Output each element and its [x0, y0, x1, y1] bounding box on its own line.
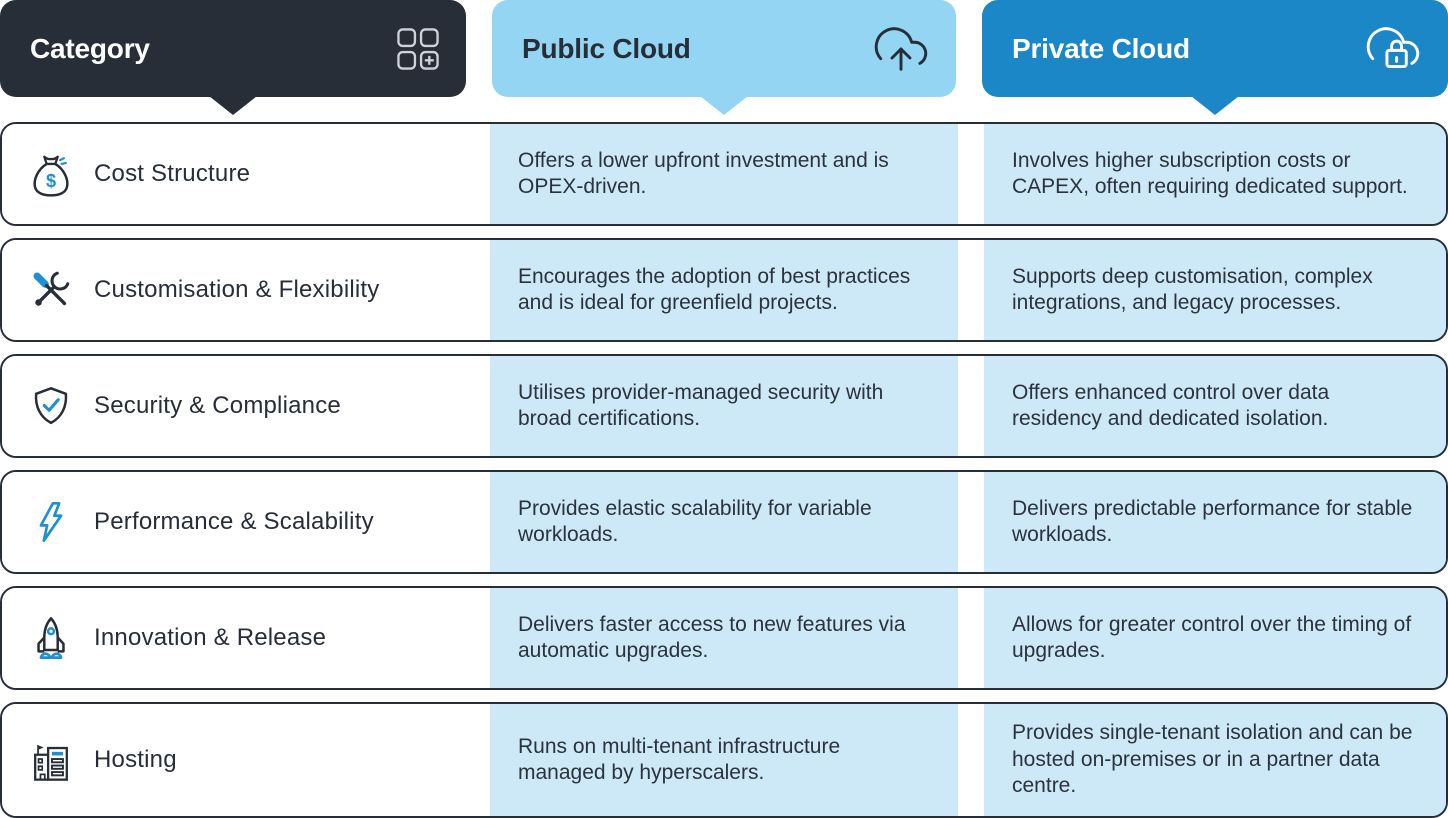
private-cloud-cell: [984, 240, 1446, 340]
column-gap: [958, 356, 984, 456]
column-header-private-cloud: [982, 0, 1448, 97]
public-cloud-cell: [490, 240, 958, 340]
table-row: [0, 586, 1448, 690]
public-cloud-text: Delivers faster access to new features via automatic upgrades.: [518, 612, 906, 662]
category-cell: [2, 472, 490, 572]
public-cloud-text: Offers a lower upfront investment and is OPEX-driven.: [518, 148, 889, 198]
category-cell: [2, 704, 490, 816]
column-gap: [958, 124, 984, 224]
table-body: [0, 122, 1448, 818]
private-cloud-text: Supports deep customisation, complex integrations, and legacy processes.: [1012, 264, 1373, 314]
private-cloud-cell: [984, 356, 1446, 456]
public-cloud-cell: [490, 588, 958, 688]
cloud-upload-icon: [872, 22, 930, 76]
category-label: Performance & Scalability: [94, 508, 374, 535]
public-cloud-header-title: Public Cloud: [522, 32, 691, 64]
public-cloud-text: Encourages the adoption of best practices and is ideal for greenfield projects.: [518, 264, 911, 314]
table-row: [0, 122, 1448, 226]
svg-text:$: $: [45, 170, 57, 191]
table-row: [0, 470, 1448, 574]
private-cloud-cell: [984, 588, 1446, 688]
table-row: [0, 238, 1448, 342]
building-icon: [28, 737, 74, 783]
category-label: Hosting: [94, 746, 177, 773]
rocket-icon: [28, 615, 74, 661]
public-cloud-text: Provides elastic scalability for variable workloads.: [518, 496, 872, 546]
column-gap: [958, 588, 984, 688]
column-gap: [958, 704, 984, 816]
category-label: Innovation & Release: [94, 624, 327, 651]
money-bag-icon: [28, 151, 74, 197]
private-cloud-text: Offers enhanced control over data residency and dedicated isolation.: [1012, 380, 1330, 430]
public-cloud-cell: [490, 356, 958, 456]
public-cloud-cell: [490, 704, 958, 816]
lightning-icon: [28, 499, 74, 545]
shield-check-icon: [28, 383, 74, 429]
private-cloud-text: Allows for greater control over the timing of upgrades.: [1012, 612, 1412, 662]
grid-plus-icon: [396, 27, 440, 71]
category-cell: [2, 240, 490, 340]
public-cloud-cell: [490, 472, 958, 572]
column-gap: [958, 472, 984, 572]
private-cloud-cell: [984, 472, 1446, 572]
private-cloud-header-title: Private Cloud: [1012, 32, 1190, 64]
private-cloud-cell: [984, 124, 1446, 224]
private-cloud-text: Provides single-tenant isolation and can be hosted on-premises or in a partner data centre.: [1012, 721, 1413, 798]
category-label: Security & Compliance: [94, 392, 341, 419]
header-row: [0, 0, 1448, 97]
public-cloud-text: Utilises provider-managed security with broad certifications.: [518, 380, 884, 430]
tools-icon: [28, 267, 74, 313]
table-row: [0, 702, 1448, 818]
cloud-lock-icon: [1364, 22, 1422, 76]
category-cell: [2, 124, 490, 224]
private-cloud-cell: [984, 704, 1446, 816]
column-gap: [958, 240, 984, 340]
table-row: [0, 354, 1448, 458]
column-header-public-cloud: [492, 0, 956, 97]
category-cell: [2, 588, 490, 688]
category-label: Cost Structure: [94, 160, 251, 187]
category-label: Customisation & Flexibility: [94, 276, 380, 303]
private-cloud-text: Involves higher subscription costs or CAPEX, often requiring dedicated support.: [1012, 148, 1408, 198]
private-cloud-text: Delivers predictable performance for stable workloads.: [1012, 496, 1413, 546]
public-cloud-text: Runs on multi-tenant infrastructure managed by hyperscalers.: [518, 734, 841, 784]
category-header-title: Category: [30, 32, 150, 64]
category-cell: [2, 356, 490, 456]
column-header-category: [0, 0, 466, 97]
public-cloud-cell: [490, 124, 958, 224]
